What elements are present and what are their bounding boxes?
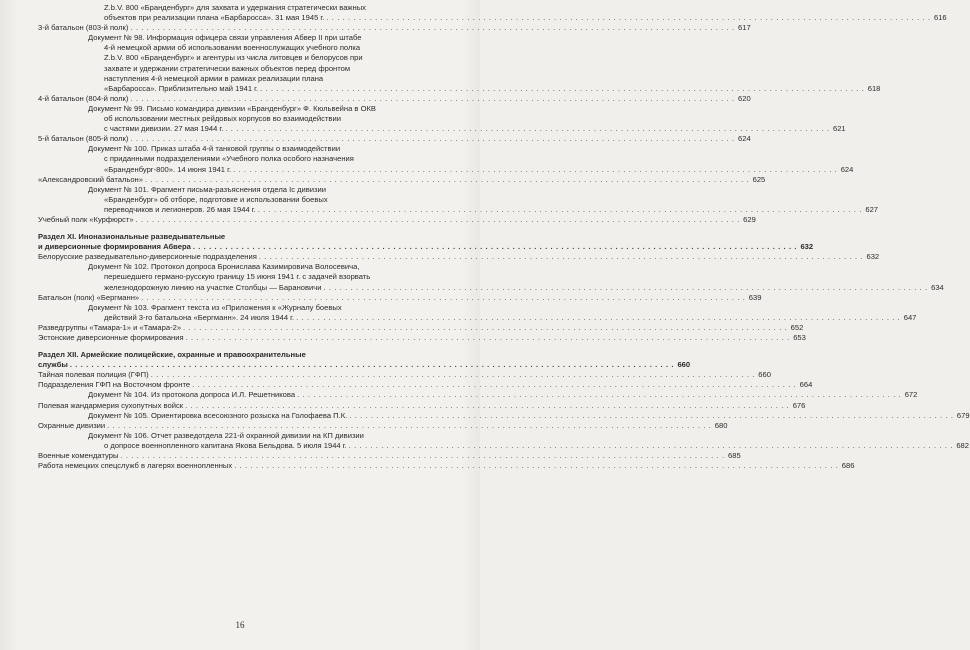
toc-entry <box>38 144 440 154</box>
toc-dot-leader <box>297 390 901 400</box>
toc-entry <box>38 400 806 411</box>
toc-entry-page: 660 <box>677 360 691 370</box>
toc-entry-title: Документ № 104. Из протокола допроса И.Л. Решетникова <box>88 390 296 400</box>
toc-entry-page: 682 <box>956 440 969 450</box>
toc-entry-page: 629 <box>743 214 756 224</box>
toc-entry <box>38 451 741 461</box>
toc-entry <box>38 124 846 134</box>
toc-entry-title: Работа немецких спецслужб в лагерях военнопленных <box>38 461 233 471</box>
toc-entry-page: 621 <box>832 124 846 134</box>
toc-dot-leader <box>259 252 863 262</box>
toc-entry-title: Эстонские диверсионные формирования <box>38 333 184 342</box>
toc-entry-title: 3-й батальон (803-й полк) <box>38 23 129 33</box>
toc-entry <box>38 312 917 323</box>
toc-entry <box>38 242 814 252</box>
toc-entry-page: 639 <box>748 292 762 302</box>
toc-entry <box>38 292 762 303</box>
toc-entry <box>38 272 440 282</box>
toc-entry <box>38 214 756 225</box>
toc-section-heading <box>38 350 440 360</box>
toc-dot-leader <box>193 242 797 252</box>
toc-entry-title: 4-й батальон (804-й полк) <box>38 93 129 103</box>
toc-dot-leader <box>326 13 930 23</box>
toc-entry-title: переводчиков и легионеров. 26 мая 1944 г. <box>104 204 256 214</box>
toc-dot-leader <box>183 323 787 333</box>
toc-entry-title: действий 3-го батальона «Бергманн». 24 июля 1944 г. <box>104 312 295 322</box>
toc-dot-leader <box>130 23 734 33</box>
toc-entry-title: службы <box>38 360 68 370</box>
toc-entry-title: Подразделения ГФП на Восточном фронте <box>38 380 191 390</box>
toc-entry-title: с частями дивизии. 27 мая 1944 г. <box>104 124 224 134</box>
toc-entry <box>38 13 947 23</box>
toc-entry-page: 686 <box>841 461 855 471</box>
toc-entry-title: перешедшего германо-русскую границу 15 июня 1941 г. с задачей взорвать <box>104 272 371 282</box>
toc-entry <box>38 370 771 380</box>
toc-entry-page: 616 <box>933 13 947 23</box>
toc-entry <box>38 440 969 451</box>
toc-entry <box>38 53 440 63</box>
toc-dot-leader <box>258 205 862 215</box>
toc-entry <box>38 104 440 114</box>
toc-entry-title: Документ № 103. Фрагмент текста из «Приложения к «Журналу боевых <box>88 302 342 312</box>
toc-entry-page: 647 <box>903 312 917 322</box>
toc-entry-page: 632 <box>866 252 880 262</box>
toc-entry <box>38 43 440 53</box>
toc-entry-title: Z.b.V. 800 «Бранденбург» для захвата и удержания стратегически важных <box>104 3 366 12</box>
toc-entry-title: Белорусские разведывательно-диверсионные подразделения <box>38 252 257 262</box>
toc-entry-title: захвате и удержании стратегически важных объектов перед фронтом <box>104 63 351 73</box>
toc-entry-title: Тайная полевая полиция (ГФП) <box>38 370 149 380</box>
table-of-contents <box>38 3 970 471</box>
toc-entry-page: 618 <box>867 83 881 93</box>
toc-entry <box>38 303 440 313</box>
toc-entry-page: 632 <box>800 242 814 252</box>
toc-entry-page: 624 <box>840 164 854 174</box>
toc-dot-leader <box>186 333 790 343</box>
toc-entry <box>38 360 691 370</box>
page-number: 16 <box>235 620 245 630</box>
toc-dot-leader <box>70 360 674 370</box>
toc-dot-leader <box>141 293 745 303</box>
toc-entry <box>38 83 881 94</box>
toc-dot-leader <box>151 370 755 380</box>
toc-entry <box>38 74 440 84</box>
toc-entry-title: Документ № 100. Приказ штаба 4-й танковой группы о взаимодействии <box>88 144 341 154</box>
toc-dot-leader <box>225 124 829 134</box>
toc-entry <box>38 410 970 421</box>
toc-entry-title: Документ № 99. Письмо командира дивизии «Бранденбург» Ф. Кюльвейна в ОКВ <box>88 103 376 113</box>
toc-entry-title: Раздел XI. Иноназиональные разведывательные <box>38 232 226 242</box>
toc-dot-leader <box>107 421 711 431</box>
toc-entry-title: «Барбаросса». Приблизительно май 1941 г. <box>104 83 259 93</box>
toc-entry-title: и диверсионные формирования Абвера <box>38 242 191 252</box>
toc-dot-leader <box>130 134 734 144</box>
toc-entry <box>38 380 813 390</box>
toc-entry <box>38 461 855 471</box>
toc-entry <box>38 154 440 164</box>
toc-entry <box>38 23 751 33</box>
toc-entry <box>38 390 918 400</box>
toc-entry <box>38 174 766 185</box>
toc-entry-title: «Бранденбург-800». 14 июня 1941 г. <box>104 164 232 174</box>
toc-entry-page: 664 <box>799 380 813 390</box>
toc-dot-leader <box>185 401 789 411</box>
toc-dot-leader <box>323 283 927 293</box>
toc-entry <box>38 164 854 175</box>
toc-entry-page: 624 <box>738 134 751 144</box>
toc-entry-title: «Александровский батальон» <box>38 174 143 184</box>
toc-dot-leader <box>145 175 749 185</box>
toc-entry <box>38 185 440 195</box>
toc-entry-page: 627 <box>865 204 879 214</box>
toc-entry <box>38 282 944 293</box>
toc-entry-title: Документ № 98. Информация офицера связи управления Абвер II при штабе <box>88 33 362 43</box>
toc-entry-title: о допросе военнопленного капитана Якова Бельдова. 5 июля 1944 г. <box>104 440 347 450</box>
toc-dot-leader <box>349 441 953 451</box>
toc-dot-leader <box>234 461 838 471</box>
toc-entry-title: объектов при реализации плана «Барбаросса». 31 мая 1945 г. <box>104 13 325 23</box>
toc-entry-page: 660 <box>758 370 771 380</box>
toc-dot-leader <box>349 411 953 421</box>
toc-entry-page: 625 <box>752 174 766 184</box>
toc-dot-leader <box>233 165 837 175</box>
toc-entry <box>38 431 440 441</box>
toc-entry <box>38 322 804 333</box>
toc-entry <box>38 262 440 272</box>
toc-entry-page: 672 <box>904 390 918 400</box>
toc-dot-leader <box>130 94 734 104</box>
toc-entry-title: Полевая жандармерия сухопутных войск <box>38 400 184 410</box>
toc-entry-title: железнодорожную линию на участке Столбцы — Барановичи <box>104 282 322 292</box>
toc-entry-title: с приданными подразделениями «Учебного полка особого назначения <box>104 154 354 164</box>
toc-entry-title: «Бранденбург» об отборе, подготовке и использовании боевых <box>104 194 328 204</box>
toc-entry-title: Документ № 106. Отчет разведотдела 221-й охранной дивизии на КП дивизии <box>88 430 364 440</box>
toc-entry-title: 4-й немецкой армии об использовании военнослужащих учебного полка <box>104 43 361 53</box>
toc-entry-title: Учебный полк «Курфюрст» <box>38 214 134 224</box>
toc-entry-title: Разведгруппы «Тамара-1» и «Тамара-2» <box>38 322 182 332</box>
toc-dot-leader <box>296 313 900 323</box>
toc-entry-page: 676 <box>792 400 806 410</box>
toc-entry <box>38 420 728 431</box>
toc-dot-leader <box>260 84 864 94</box>
toc-entry <box>38 333 806 343</box>
toc-entry-title: Охранные дивизии <box>38 420 106 430</box>
toc-entry <box>38 204 879 215</box>
toc-entry <box>38 93 751 104</box>
toc-entry-title: Военные комендатуры <box>38 451 119 461</box>
toc-entry-title: наступления 4-й немецкой армии в рамках реализации плана <box>104 73 324 83</box>
toc-entry <box>38 134 751 144</box>
toc-entry-title: об использовании местных рейдовых корпусов во взаимодействии <box>104 114 341 124</box>
toc-entry <box>38 252 880 262</box>
toc-entry-page: 617 <box>738 23 751 33</box>
toc-entry <box>38 33 440 43</box>
toc-entry <box>38 3 440 13</box>
toc-entry-title: Документ № 105. Ориентировка всесоюзного розыска на Голофаева П.К. <box>88 410 348 420</box>
toc-entry <box>38 114 440 124</box>
toc-dot-leader <box>136 215 740 225</box>
toc-entry <box>38 64 440 74</box>
toc-section-heading <box>38 232 440 242</box>
toc-entry-page: 620 <box>738 93 751 103</box>
toc-entry-title: Документ № 101. Фрагмент письма-разъяснения отдела Ic дивизии <box>88 184 327 194</box>
toc-entry-page: 679 <box>956 410 970 420</box>
toc-entry-title: Раздел XII. Армейские полицейские, охранные и правоохранительные <box>38 350 306 360</box>
toc-dot-leader <box>120 451 724 461</box>
toc-entry-title: Z.b.V. 800 «Бранденбург» и агентуры из числа литовцев и белорусов при <box>104 53 363 63</box>
toc-entry-page: 680 <box>714 420 728 430</box>
toc-entry-page: 685 <box>728 451 741 461</box>
toc-entry-title: Документ № 102. Протокол допроса Бронислава Казимировича Волосевича, <box>88 262 360 272</box>
toc-entry-page: 652 <box>790 322 804 332</box>
toc-entry-title: Батальон (полк) «Бергманн» <box>38 292 140 302</box>
toc-entry-page: 653 <box>793 333 806 342</box>
toc-entry <box>38 195 440 205</box>
toc-entry-page: 634 <box>931 282 944 292</box>
toc-dot-leader <box>192 380 796 390</box>
toc-entry-title: 5-й батальон (805-й полк) <box>38 134 129 144</box>
